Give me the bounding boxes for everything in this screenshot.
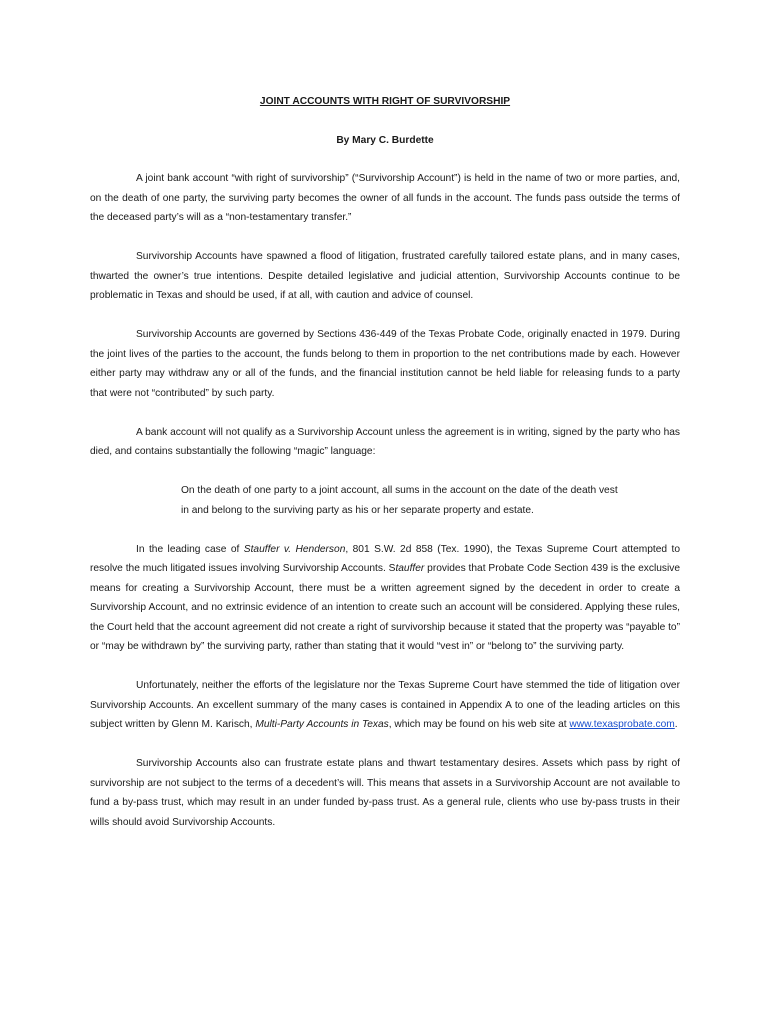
website-link[interactable]: www.texasprobate.com <box>569 719 675 730</box>
p5-text-b: , 801 S.W. 2d 858 (Tex. 1990), the Texas Supreme Court attempted to resolve the much litigated issues involving Survivorship Accounts. S <box>90 543 681 574</box>
p5-text-c: provides that Probate Code Section 439 is the exclusive means for creating a Survivorship Account, there must be a written agreement signed by the decedent in order to create a Survivorship Account, and no extrinsic evidence of an intention to create such an account will be considered. Applying these rules, the Court held that the account agreement did not create a right of survivorship because it stated that the property was “payable to” or “may be withdrawn by” the surviving party, rather than stating that it would “vest in” or “belong to” the surviving party. <box>90 563 680 652</box>
paragraph-5 <box>90 540 680 657</box>
article-title: Multi-Party Accounts in Texas <box>255 719 389 730</box>
p6-text-a: Unfortunately, neither the efforts of the legislature nor the Texas Supreme Court have stemmed the tide of litigation over Survivorship Accounts. An excellent summary of the many cases is contained in Appendix A to one of the leading articles on this subject written by Glenn M. Karisch, <box>90 680 680 730</box>
p5-text-a: In the leading case of <box>136 543 244 555</box>
statutory-quote <box>181 481 651 520</box>
quote-line-2: in and belong to the surviving party as his or her separate property and estate. <box>181 504 534 516</box>
case-citation: Stauffer v. Henderson <box>243 543 346 555</box>
p6-text-c: . <box>674 719 678 730</box>
paragraph-1: A joint bank account “with right of survivorship” (“Survivorship Account”) is held in the name of two or more parties, and, on the death of one party, the surviving party becomes the owner of all funds in the account. The funds pass outside the terms of the deceased party’s will as a “non-testamentary transfer.” <box>90 173 680 223</box>
paragraph-3: Survivorship Accounts are governed by Sections 436-449 of the Texas Probate Code, originally enacted in 1979. During the joint lives of the parties to the account, the funds belong to them in proportion to the net contributions made by each. However either party may withdraw any or all of the funds, and the financial institution cannot be held liable for releasing funds to a party that were not “contributed” by such party. <box>90 329 680 399</box>
document-page <box>90 92 680 832</box>
quote-line-1: On the death of one party to a joint account, all sums in the account on the date of the death vest <box>181 485 618 496</box>
paragraph-6 <box>90 676 680 735</box>
paragraph-4: A bank account will not qualify as a Survivorship Account unless the agreement is in writing, signed by the party who has died, and contains substantially the following “magic” language: <box>90 426 680 457</box>
p6-text-b: , which may be found on his web site at <box>388 719 570 730</box>
document-title: JOINT ACCOUNTS WITH RIGHT OF SURVIVORSHIP <box>259 96 511 107</box>
case-citation-short: tauffer <box>395 563 425 574</box>
paragraph-2: Survivorship Accounts have spawned a flood of litigation, frustrated carefully tailored estate plans, and in many cases, thwarted the owner’s true intentions. Despite detailed legislative and judicial attention, Survivorship Accounts continue to be problematic in Texas and should be used, if at all, with caution and advice of counsel. <box>90 251 680 301</box>
document-author: By Mary C. Burdette <box>336 134 434 146</box>
paragraph-7: Survivorship Accounts also can frustrate estate plans and thwart testamentary desires. Assets which pass by right of survivorship are not subject to the terms of a decedent’s will. This means that assets in a Survivorship Account are not available to fund a by-pass trust, which may result in an under funded by-pass trust. As a general rule, clients who use by-pass trusts in their wills should avoid Survivorship Accounts. <box>90 758 680 828</box>
